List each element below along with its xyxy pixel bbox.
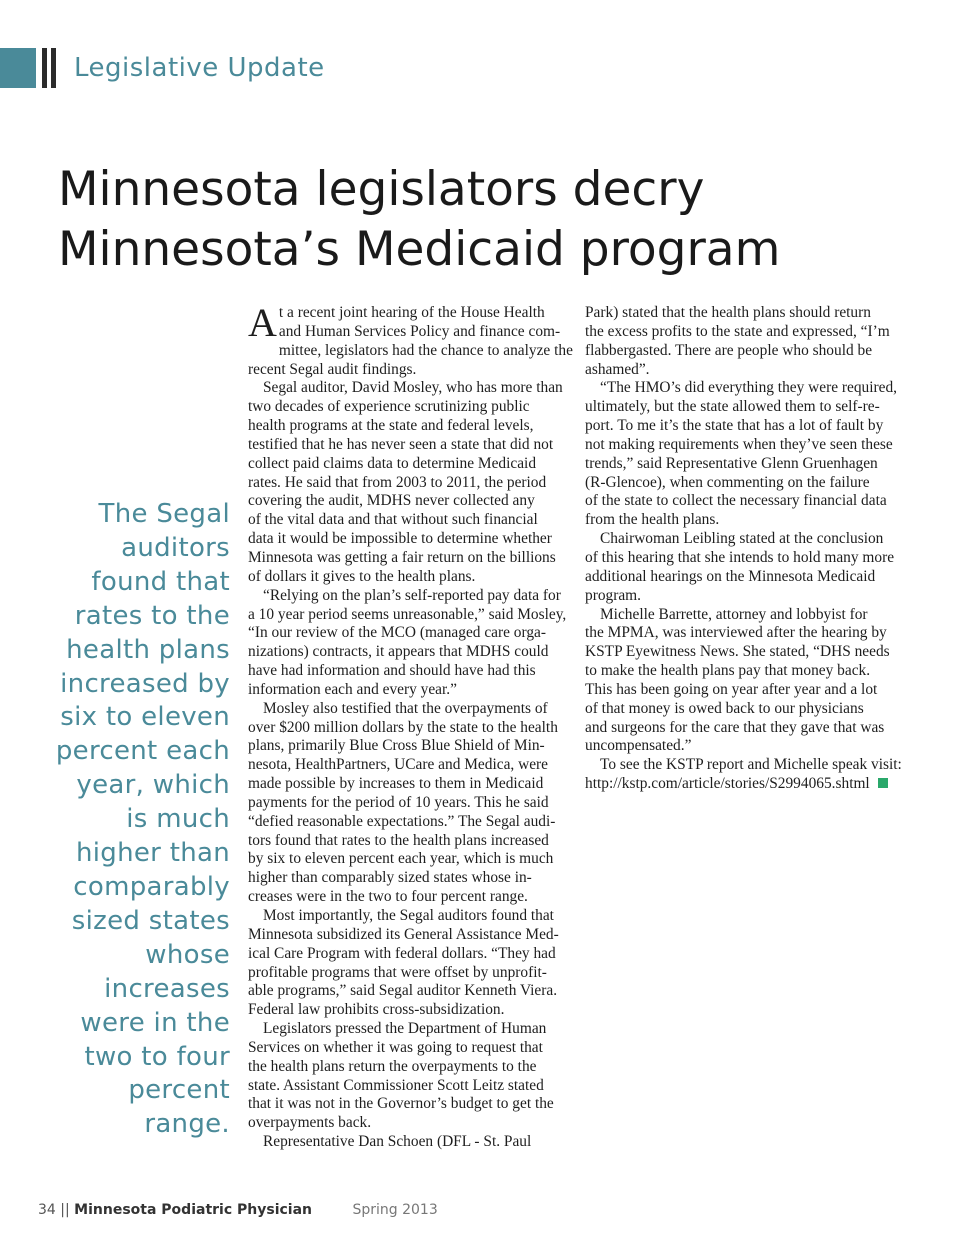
body-text: (R-Glencoe), when commenting on the failure [585,473,870,491]
body-text-line [585,417,910,436]
body-text: creases were in the two to four percent range. [248,888,528,906]
body-text: Most importantly, the Segal auditors found that [263,907,554,924]
body-text-line [585,361,910,380]
body-text-line [248,813,570,832]
body-text-line [585,492,910,511]
body-text-line [248,1077,570,1096]
body-text: To see the KSTP report and Michelle speak visit: [600,756,902,774]
body-text: “The HMO’s did everything they were required, [600,379,898,397]
body-text: the health plans return the overpayments to the [248,1057,537,1075]
body-text-line [248,681,570,700]
body-text: of the state to collect the necessary financial data [585,492,887,510]
pull-quote-line: health plans [66,634,230,665]
body-text: data it would be impossible to determine whether [248,530,552,548]
body-text-line [248,492,570,511]
body-text: payments for the period of 10 years. This he said [248,793,549,811]
body-text-line [248,624,570,643]
body-text: of dollars it gives to the health plans. [248,567,476,585]
body-text-line [585,624,910,643]
body-text: program. [585,586,641,604]
body-text-line [248,794,570,813]
header-divider-line [42,48,47,88]
body-text-line [585,398,910,417]
body-text-line [248,926,570,945]
body-text: tors found that rates to the health plans increased [248,831,549,849]
pull-quote-line: percent [128,1075,230,1106]
body-text: not making requirements when they’ve seen these [585,435,893,453]
body-text-line [248,662,570,681]
pull-quote-line: year, which [76,770,230,801]
body-text: http://kstp.com/article/stories/S2994065.shtml [585,775,870,793]
body-text-line [248,474,570,493]
pull-quote-line: sized states [71,905,230,936]
pull-quote-line: auditors [121,532,230,563]
body-text: Mosley also testified that the overpayments of [263,699,548,717]
body-text: rates. He said that from 2003 to 2011, the period [248,473,547,491]
body-text-line [248,304,570,323]
body-text: state. Assistant Commissioner Scott Leitz stated [248,1076,544,1094]
body-text: nizations) contracts, it appears that MDHS could [248,643,549,661]
body-text-line [248,587,570,606]
body-text: nesota, HealthPartners, UCare and Medica, were [248,756,548,774]
body-text: from the health plans. [585,511,720,529]
pull-quote-line: is much [126,804,230,835]
body-text: mittee, legislators had the chance to analyze the [278,341,573,359]
body-text: trends,” said Representative Glenn Gruenhagen [585,454,878,472]
body-text-line [248,964,570,983]
pull-quote-line: increased by [60,668,230,699]
body-text-line [585,455,910,474]
body-text-line [248,737,570,756]
body-text-line [248,850,570,869]
body-text-line [248,455,570,474]
body-text: over $200 million dollars by the state to the health [248,718,558,736]
body-text: collect paid claims data to determine Medicaid [248,454,537,472]
body-text: Legislators pressed the Department of Human [263,1020,547,1038]
body-text-line [248,436,570,455]
body-text: Park) stated that the health plans should return [585,304,871,321]
body-text-line [248,982,570,1001]
body-text: t a recent joint hearing of the House Health [278,304,545,321]
body-text-line [248,398,570,417]
body-text-line [248,700,570,719]
body-text: overpayments back. [248,1114,372,1132]
pull-quote-line: range. [144,1109,230,1140]
publication-name: Minnesota Podiatric Physician [74,1202,313,1218]
body-text-line [585,379,910,398]
body-text: Federal law prohibits cross-subsidization. [248,1001,505,1019]
page-number: 34 [38,1202,56,1218]
headline-line: Minnesota’s Medicaid program [58,222,781,277]
page-footer [38,1200,438,1220]
body-text-line [585,549,910,568]
body-text: Michelle Barrette, attorney and lobbyist for [600,605,868,623]
article-column-1 [248,300,573,1152]
body-text: two decades of experience scrutinizing public [248,398,530,416]
drop-cap: A [248,300,277,345]
body-text: and surgeons for the care that they gave that was [585,718,885,736]
body-text: the MPMA, was interviewed after the hearing by [585,624,887,642]
headline-line: Minnesota legislators decry [58,162,705,217]
body-text-line [248,719,570,738]
pull-quote-line: whose [145,939,230,970]
body-text-line [585,304,910,323]
body-text-line [248,869,570,888]
body-text: a 10 year period seems unreasonable,” said Mosley, [248,605,567,623]
body-text-line [248,756,570,775]
pull-quote-line: comparably [73,871,230,902]
body-text-line [248,417,570,436]
body-text-line [585,587,910,606]
body-text: ical Care Program with federal dollars. “They had [248,944,556,962]
body-text: Segal auditor, David Mosley, who has more than [263,379,563,397]
body-text-line [248,1133,570,1152]
body-text: ultimately, but the state allowed them to self-re- [585,398,880,416]
body-text-line [585,474,910,493]
body-text-line [248,511,570,530]
body-text-line [248,379,570,398]
body-text: This has been going on year after year and a lot [585,680,878,698]
pull-quote-line: higher than [75,838,230,869]
body-text-line [248,1095,570,1114]
pull-quote-line: increases [104,973,230,1004]
body-text-line [585,775,910,794]
section-label: Legislative Update [74,53,325,83]
body-text-line [585,681,910,700]
body-text: the excess profits to the state and expressed, “I’m [585,322,890,340]
body-text-line [248,888,570,907]
pull-quote-line: found that [91,566,230,597]
body-text: covering the audit, MDHS never collected any [248,492,535,510]
body-text-line [248,1020,570,1039]
pull-quote-line: six to eleven [60,702,230,733]
issue-date: Spring 2013 [352,1202,438,1218]
body-text: Services on whether it was going to request that [248,1038,543,1056]
pull-quote-line: The Segal [98,499,230,529]
body-text-line [248,1058,570,1077]
body-text: profitable programs that were offset by unprofit- [248,963,547,981]
body-text: of that money is owed back to our physicians [585,699,864,717]
body-text: made possible by increases to them in Medicaid [248,775,544,793]
pull-quote [40,498,230,1142]
body-text: “In our review of the MCO (managed care orga- [248,624,546,642]
body-text-line [585,530,910,549]
body-text: flabbergasted. There are people who should be [585,341,873,359]
body-text-line [585,643,910,662]
body-text-line [248,606,570,625]
body-text: health programs at the state and federal levels, [248,417,534,435]
footer-separator: || [60,1202,70,1218]
body-text-line [248,1039,570,1058]
pull-quote-line: two to four [84,1041,230,1072]
body-text-line [585,323,910,342]
body-text: additional hearings on the Minnesota Medicaid [585,567,876,585]
pull-quote-line: were in the [80,1007,230,1038]
body-text: that it was not in the Governor’s budget to get the [248,1095,554,1113]
body-text: able programs,” said Segal auditor Kenneth Viera. [248,982,558,1000]
body-text: of this hearing that she intends to hold many more [585,548,895,566]
body-text-line [585,436,910,455]
body-text-line [585,568,910,587]
article-column-2 [585,304,910,794]
header-divider-line [51,48,56,88]
end-of-article-icon [878,778,888,788]
pull-quote-line: rates to the [74,600,230,631]
body-text: have had information and should have had this [248,662,536,680]
body-text-line [585,662,910,681]
body-text-line [248,1114,570,1133]
body-text: testified that he has never seen a state that did not [248,435,554,453]
body-text: ashamed”. [585,360,650,378]
body-text: plans, primarily Blue Cross Blue Shield of Min- [248,737,545,755]
body-text: Chairwoman Leibling stated at the conclusion [600,530,884,548]
body-text: “Relying on the plan’s self-reported pay data for [263,586,561,604]
body-text: KSTP Eyewitness News. She stated, “DHS needs [585,643,890,661]
body-text-line [585,342,910,361]
body-text-line [248,775,570,794]
body-text-line [585,719,910,738]
body-text-line [585,700,910,719]
body-text-line [248,323,570,342]
article-headline [58,160,918,280]
body-text: of the vital data and that without such financial [248,511,538,529]
body-text: Representative Dan Schoen (DFL - St. Paul [263,1133,532,1151]
body-text: uncompensated.” [585,737,692,755]
body-text: information each and every year.” [248,680,457,698]
header-color-bar [0,48,36,88]
body-text-line [248,568,570,587]
body-text: “defied reasonable expectations.” The Segal audi- [248,812,556,830]
body-text-line [248,361,570,380]
body-text: Minnesota subsidized its General Assistance Med- [248,925,559,943]
body-text-line [248,643,570,662]
body-text-line [248,530,570,549]
pull-quote-line: percent each [55,736,230,767]
body-text: by six to eleven percent each year, which is much [248,850,554,868]
body-text: higher than comparably sized states whose in- [248,869,532,887]
body-text-line [248,549,570,568]
body-text: recent Segal audit findings. [248,360,417,378]
body-text-line [248,907,570,926]
body-text-line [248,341,573,361]
body-text: port. To me it’s the state that has a lot of fault by [585,417,884,435]
body-text-line [585,737,910,756]
body-text-line [585,511,910,530]
body-text: to make the health plans pay that money back. [585,662,871,680]
body-text-line [248,1001,570,1020]
body-text-line [585,606,910,625]
body-text-line [248,832,570,851]
body-text-line [585,756,910,775]
body-text: Minnesota was getting a fair return on the billions [248,548,556,566]
body-text-line [248,945,570,964]
body-text: and Human Services Policy and finance com- [278,322,561,340]
